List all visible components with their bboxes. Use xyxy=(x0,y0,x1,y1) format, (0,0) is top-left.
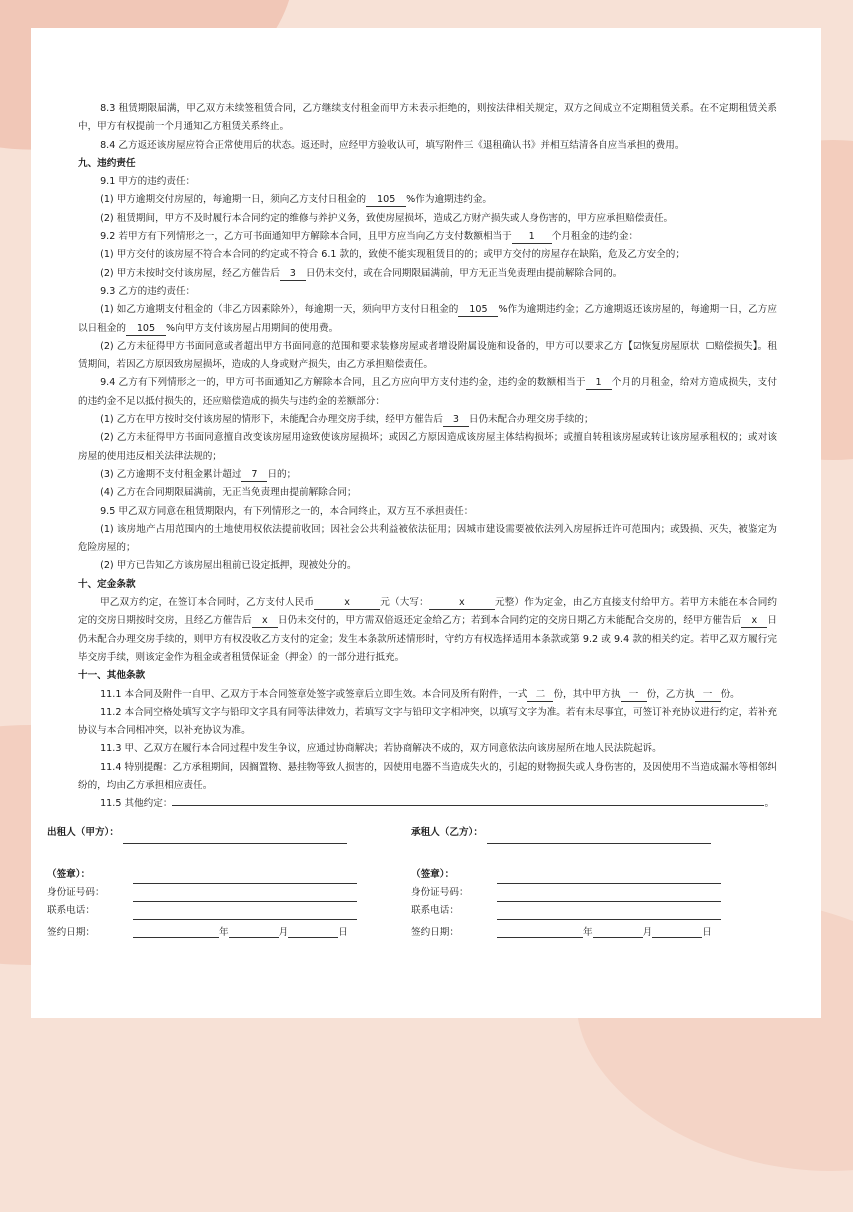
lessee-name-field[interactable] xyxy=(487,829,711,844)
lessee-signature xyxy=(411,822,741,938)
id-label: 身份证号码： xyxy=(411,887,469,898)
section-heading-deposit: 十、定金条款 xyxy=(78,578,136,590)
clause-9-4-3: (3) 乙方逾期不支付租金累计超过 7 日的； xyxy=(100,468,297,480)
clause-9-5-2: (2) 甲方已告知乙方该房屋出租前已设定抵押，现被处分的。 xyxy=(100,560,357,572)
phone-label: 联系电话： xyxy=(411,905,459,916)
fill-in-field: 105 xyxy=(126,323,166,336)
fill-in-field: 105 xyxy=(366,194,406,207)
lessee-label: 承租人（乙方）： xyxy=(411,827,483,838)
fill-in-field: 1 xyxy=(586,377,612,390)
fill-in-field: 3 xyxy=(280,268,306,281)
clause-9-4: 9.4 乙方有下列情形之一的，甲方可书面通知乙方解除本合同，且乙方应向甲方支付违约金，违约金的数额相当于 1 个月的月租金，给对方造成损失，支付的违约金不足以抵付损失的，还应赔偿造成的损失与违约金的差额部分： xyxy=(78,377,777,407)
clause-9-2-2: (2) 甲方未按时交付该房屋，经乙方催告后 3 日仍未交付，或在合同期限届满前，甲方无正当免责理由提前解除合同的。 xyxy=(100,267,623,279)
clause-8-4: 8.4 乙方返还该房屋应符合正常使用后的状态。返还时，应经甲方验收认可，填写附件三《退租确认书》并相互结清各自应当承担的费用。 xyxy=(100,139,685,151)
restore-checkbox[interactable]: ☑恢复房屋原状 xyxy=(633,340,700,352)
fill-in-field: x xyxy=(429,597,495,610)
lessor-signature xyxy=(47,822,377,938)
fill-in-field: 1 xyxy=(512,231,552,244)
lessor-seal-field[interactable] xyxy=(133,871,357,884)
clause-9-3-1: (1) 如乙方逾期支付租金的（非乙方因素除外），每逾期一天，须向甲方支付日租金的 105 %作为逾期违约金；乙方逾期返还该房屋的，每逾期一日，乙方应以日租金的 105 %向甲方支付该房屋占用期间的使用费。 xyxy=(78,304,777,334)
other-agreement-field[interactable] xyxy=(172,805,764,806)
date-label: 签约日期： xyxy=(411,927,459,938)
id-label: 身份证号码： xyxy=(47,887,105,898)
clause-9-2-1: (1) 甲方交付的该房屋不符合本合同的约定或不符合 6.1 款的，致使不能实现租赁目的的；或甲方交付的房屋存在缺陷，危及乙方安全的； xyxy=(100,249,685,261)
seal-label: （签章）： xyxy=(411,869,455,880)
seal-label: （签章）： xyxy=(47,869,91,880)
phone-label: 联系电话： xyxy=(47,905,95,916)
lessee-month-field[interactable] xyxy=(593,925,643,938)
clause-9-2: 9.2 若甲方有下列情形之一，乙方可书面通知甲方解除本合同，且甲方应当向乙方支付数额相当于 1 个月租金的违约金： xyxy=(100,231,639,243)
lessee-id-field[interactable] xyxy=(497,889,721,902)
clause-9-4-1: (1) 乙方在甲方按时交付该房屋的情形下，未能配合办理交房手续，经甲方催告后 3 日仍未配合办理交房手续的； xyxy=(100,414,594,426)
lessee-phone-field[interactable] xyxy=(497,907,721,920)
fill-in-field: 一 xyxy=(621,689,647,702)
month-label: 月 xyxy=(278,927,289,938)
clause-11-2: 11.2 本合同空格处填写文字与铅印文字具有同等法律效力，若填写文字与铅印文字相冲突，以填写文字为准。若有未尽事宜，可签订补充协议进行约定，若补充协议与本合同相冲突，以补充协议为准。 xyxy=(78,706,777,737)
compensate-checkbox[interactable]: ☐赔偿损失 xyxy=(705,340,753,352)
clause-11-1: 11.1 本合同及附件一自甲、乙双方于本合同签章处签字或签章后立即生效。本合同及所有附件，一式 二 份，其中甲方执 一 份，乙方执 一 份。 xyxy=(100,688,740,700)
clause-9-3: 9.3 乙方的违约责任： xyxy=(100,285,196,297)
year-label: 年 xyxy=(583,927,593,938)
day-label: 日 xyxy=(702,927,712,938)
day-label: 日 xyxy=(338,927,348,938)
month-label: 月 xyxy=(642,927,653,938)
fill-in-field: 105 xyxy=(458,304,498,317)
lessee-day-field[interactable] xyxy=(652,925,702,938)
clause-10: 甲乙双方约定，在签订本合同时，乙方支付人民币 x 元（大写： x 元整）作为定金，由乙方直接支付给甲方。若甲方未能在本合同约定的交房日期按时交房，且经乙方催告后 x 日仍未交付的，甲方需双倍返还定金给乙方；若到本合同约定的交房日期乙方未能配合交房的，经甲方催告后 x 日仍未配合办理交房手续的，则甲方有权没收乙方支付的定金；发生本条款所述情形时，守约方有权选择适用本条款或第 9.2 或 9.4 款的相关约定。若甲乙双方履行完毕交房手续，则该定金作为租金或者租赁保证金（押金）的一部分进行抵充。 xyxy=(78,597,778,663)
clause-11-4: 11.4 特别提醒：乙方承租期间，因搁置物、悬挂物等致人损害的，因使用电器不当造成失火的，引起的财物损失或人身伤害的，及因使用不当造成漏水等相邻纠纷的，均由乙方承担相应责任。 xyxy=(78,761,777,791)
fill-in-field: 二 xyxy=(527,689,553,702)
fill-in-field: x xyxy=(314,597,380,610)
lessor-label: 出租人（甲方）： xyxy=(47,827,119,838)
lessor-id-field[interactable] xyxy=(133,889,357,902)
clause-9-5-1: (1) 该房地产占用范围内的土地使用权依法提前收回；因社会公共利益被依法征用；因城市建设需要被依法列入房屋拆迁许可范围内；或毁损、灭失，被鉴定为危险房屋的； xyxy=(78,523,777,554)
clause-9-4-4: (4) 乙方在合同期限届满前，无正当免责理由提前解除合同； xyxy=(100,487,357,499)
clause-9-3-2: (2) 乙方未征得甲方书面同意或者超出甲方书面同意的范围和要求装修房屋或者增设附属设施和设备的，甲方可以要求乙方【☑恢复房屋原状 ☐赔偿损失】。租赁期间，若因乙方原因致房屋损坏，造成的人身或财产损失，由乙方承担赔偿责任。 xyxy=(78,338,777,375)
fill-in-field: 3 xyxy=(443,414,469,427)
year-label: 年 xyxy=(219,927,229,938)
lessor-day-field[interactable] xyxy=(288,925,338,938)
clause-8-3: 8.3 租赁期限届满，甲乙双方未续签租赁合同，乙方继续支付租金而甲方未表示拒绝的，则按法律相关规定，双方之间成立不定期租赁关系。在不定期租赁关系中，甲方有权提前一个月通知乙方租赁关系终止。 xyxy=(78,103,777,133)
lessee-year-field[interactable] xyxy=(497,925,583,938)
clause-11-3: 11.3 甲、乙双方在履行本合同过程中发生争议，应通过协商解决；若协商解决不成的，双方同意依法向该房屋所在地人民法院起诉。 xyxy=(100,743,662,755)
clause-9-1: 9.1 甲方的违约责任： xyxy=(100,176,196,188)
fill-in-field: x xyxy=(741,615,767,628)
fill-in-field: x xyxy=(252,615,278,628)
fill-in-field: 7 xyxy=(241,469,267,482)
fill-in-field: 一 xyxy=(695,689,721,702)
clause-9-4-2: (2) 乙方未征得甲方书面同意擅自改变该房屋用途致使该房屋损坏；或因乙方原因造成该房屋主体结构损坏；或擅自转租该房屋或转让该房屋承租权的；或对该房屋的使用违反相关法律法规的； xyxy=(78,432,777,462)
section-heading-breach: 九、违约责任 xyxy=(78,157,136,169)
lessor-month-field[interactable] xyxy=(229,925,279,938)
lessor-year-field[interactable] xyxy=(133,925,219,938)
lessor-phone-field[interactable] xyxy=(133,907,357,920)
clause-9-5: 9.5 甲乙双方同意在租赁期限内，有下列情形之一的，本合同终止，双方互不承担责任： xyxy=(100,505,474,517)
lessor-name-field[interactable] xyxy=(123,829,347,844)
section-heading-other: 十一、其他条款 xyxy=(78,670,146,682)
date-label: 签约日期： xyxy=(47,927,95,938)
lessee-seal-field[interactable] xyxy=(497,871,721,884)
clause-9-1-1: (1) 甲方逾期交付房屋的，每逾期一日，须向乙方支付日租金的 105 %作为逾期违约金。 xyxy=(100,194,493,206)
clause-11-5: 11.5 其他约定： 。 xyxy=(100,798,775,810)
clause-9-1-2: (2) 租赁期间，甲方不及时履行本合同约定的维修与养护义务，致使房屋损坏，造成乙方财产损失或人身伤害的，甲方应承担赔偿责任。 xyxy=(100,212,674,224)
